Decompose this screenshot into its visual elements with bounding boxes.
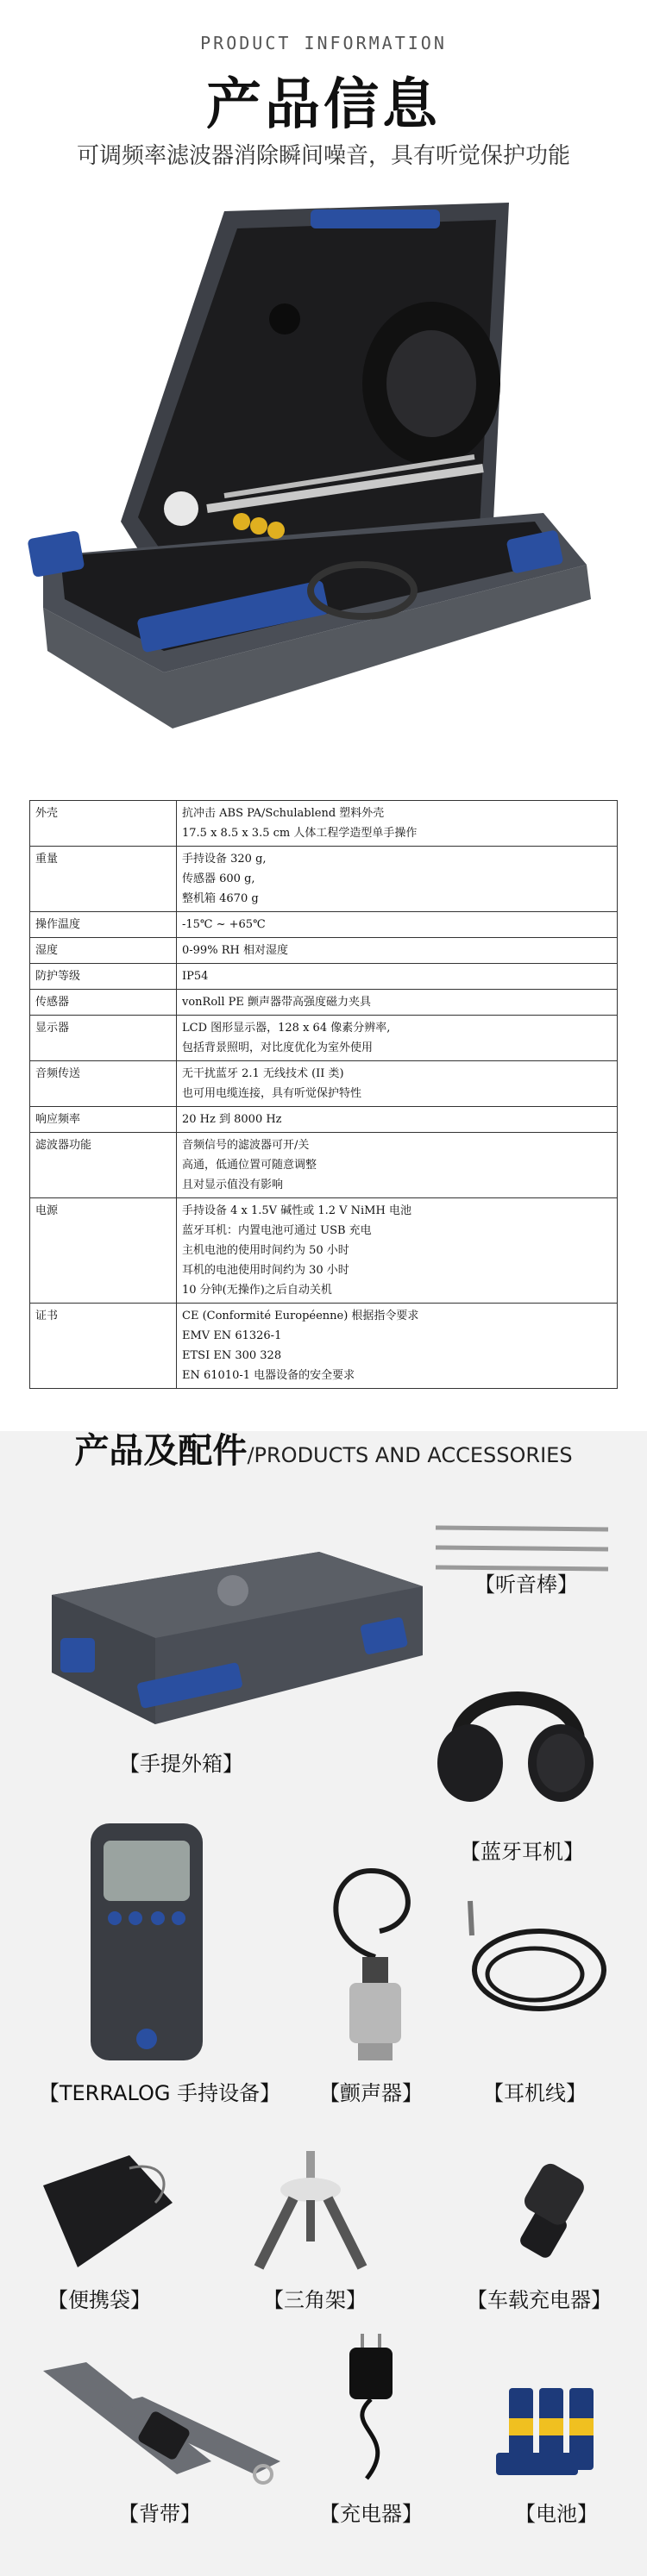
spec-key: 防护等级	[30, 964, 177, 990]
spec-value-line: LCD 图形显示器，128 x 64 像素分辨率,	[182, 1022, 391, 1035]
caption-tripod: 【三角架】	[263, 2288, 367, 2312]
spec-row	[30, 801, 618, 847]
spec-row	[30, 1304, 618, 1389]
spec-row	[30, 938, 618, 964]
caption-strap: 【背带】	[118, 2502, 201, 2526]
carry-bag-image	[35, 2151, 181, 2272]
spec-row	[30, 912, 618, 938]
spec-value-line: 且对显示值没有影响	[182, 1179, 284, 1191]
spec-row	[30, 1198, 618, 1304]
strap-image	[39, 2345, 298, 2492]
spec-row	[30, 1016, 618, 1061]
spec-value	[177, 1133, 618, 1198]
spec-value-line: 音频信号的滤波器可开/关	[182, 1139, 310, 1152]
earphone-cable-image	[453, 1897, 617, 2026]
caption-battery: 【电池】	[515, 2502, 598, 2526]
spec-row	[30, 1061, 618, 1107]
spec-value-line: 包括背景照明，对比度优化为室外使用	[182, 1041, 374, 1054]
spec-value-line: 10 分钟(无操作)之后自动关机	[182, 1284, 332, 1297]
caption-handheld: 【TERRALOG 手持设备】	[38, 2081, 281, 2105]
spec-key: 操作温度	[30, 912, 177, 938]
battery-image	[496, 2384, 617, 2479]
spec-key: 响应频率	[30, 1107, 177, 1133]
spec-row	[30, 1133, 618, 1198]
carry-case-image	[35, 1543, 431, 1741]
sensor-image	[319, 1854, 431, 2069]
spec-value-line: 高通，低通位置可随意调整	[182, 1159, 317, 1172]
tripod-image	[246, 2147, 375, 2276]
spec-row	[30, 847, 618, 912]
spec-value	[177, 1061, 618, 1107]
spec-table	[29, 800, 618, 1389]
spec-value-line: 也可用电缆连接，具有听觉保护特性	[182, 1087, 362, 1100]
spec-value-line: EN 61010-1 电器设备的安全要求	[182, 1369, 355, 1382]
spec-value-line: 无干扰蓝牙 2.1 无线技术 (II 类)	[182, 1067, 344, 1080]
spec-key: 显示器	[30, 1016, 177, 1061]
spec-value-line: 20 Hz 到 8000 Hz	[182, 1113, 282, 1126]
caption-headphones: 【蓝牙耳机】	[460, 1840, 584, 1864]
spec-value	[177, 801, 618, 847]
spec-value-line: ETSI EN 300 328	[182, 1349, 282, 1362]
spec-value	[177, 1107, 618, 1133]
caption-sensor: 【颤声器】	[319, 2081, 423, 2105]
caption-cable: 【耳机线】	[483, 2081, 587, 2105]
spec-key: 证书	[30, 1304, 177, 1389]
caption-case: 【手提外箱】	[119, 1752, 243, 1776]
accessories-title	[0, 1429, 647, 1477]
spec-value	[177, 1304, 618, 1389]
spec-value	[177, 912, 618, 938]
spec-value-line: 主机电池的使用时间约为 50 小时	[182, 1244, 349, 1257]
spec-row	[30, 964, 618, 990]
spec-value	[177, 1016, 618, 1061]
spec-key: 湿度	[30, 938, 177, 964]
spec-value-line: 抗冲击 ABS PA/Schulablend 塑料外壳	[182, 807, 385, 820]
spec-key: 电源	[30, 1198, 177, 1304]
spec-value	[177, 938, 618, 964]
spec-value-line: CE (Conformité Européenne) 根据指令要求	[182, 1310, 419, 1322]
spec-value-line: 耳机的电池使用时间约为 30 小时	[182, 1264, 349, 1277]
open-case-image	[26, 194, 621, 763]
accessories-title-cn: 产品及配件	[74, 1431, 248, 1471]
spec-value-line: vonRoll PE 颤声器带高强度磁力夹具	[182, 996, 371, 1009]
spec-value	[177, 964, 618, 990]
spec-value	[177, 1198, 618, 1304]
spec-value-line: -15℃ ~ +65℃	[182, 918, 266, 931]
spec-value-line: IP54	[182, 970, 209, 983]
spec-value-line: 蓝牙耳机：内置电池可通过 USB 充电	[182, 1224, 372, 1237]
spec-row	[30, 990, 618, 1016]
spec-value	[177, 990, 618, 1016]
charger-image	[332, 2332, 410, 2487]
spec-value-line: EMV EN 61326-1	[182, 1329, 282, 1342]
spec-key: 重量	[30, 847, 177, 912]
car-charger-image	[492, 2160, 587, 2263]
accessories-title-en: /PRODUCTS AND ACCESSORIES	[247, 1443, 573, 1467]
spec-value-line: 0-99% RH 相对湿度	[182, 944, 288, 957]
caption-car-charger: 【车载充电器】	[467, 2288, 612, 2312]
handheld-device-image	[82, 1819, 211, 2065]
headphones-image	[431, 1647, 604, 1810]
spec-value-line: 传感器 600 g,	[182, 872, 255, 885]
spec-key: 外壳	[30, 801, 177, 847]
caption-bag: 【便携袋】	[47, 2288, 151, 2312]
spec-value	[177, 847, 618, 912]
page-title: 产品信息	[206, 73, 441, 137]
caption-listening-rod: 【听音棒】	[474, 1572, 578, 1597]
page-subtitle: 可调频率滤波器消除瞬间噪音，具有听觉保护功能	[76, 143, 570, 169]
spec-value-line: 17.5 x 8.5 x 3.5 cm 人体工程学造型单手操作	[182, 827, 418, 840]
spec-value-line: 整机箱 4670 g	[182, 892, 259, 905]
section-eyebrow: PRODUCT INFORMATION	[200, 33, 447, 53]
spec-key: 传感器	[30, 990, 177, 1016]
spec-value-line: 手持设备 4 x 1.5V 碱性或 1.2 V NiMH 电池	[182, 1204, 411, 1217]
spec-value-line: 手持设备 320 g,	[182, 853, 267, 866]
spec-row	[30, 1107, 618, 1133]
spec-key: 滤波器功能	[30, 1133, 177, 1198]
spec-key: 音频传送	[30, 1061, 177, 1107]
caption-charger: 【充电器】	[319, 2502, 423, 2526]
